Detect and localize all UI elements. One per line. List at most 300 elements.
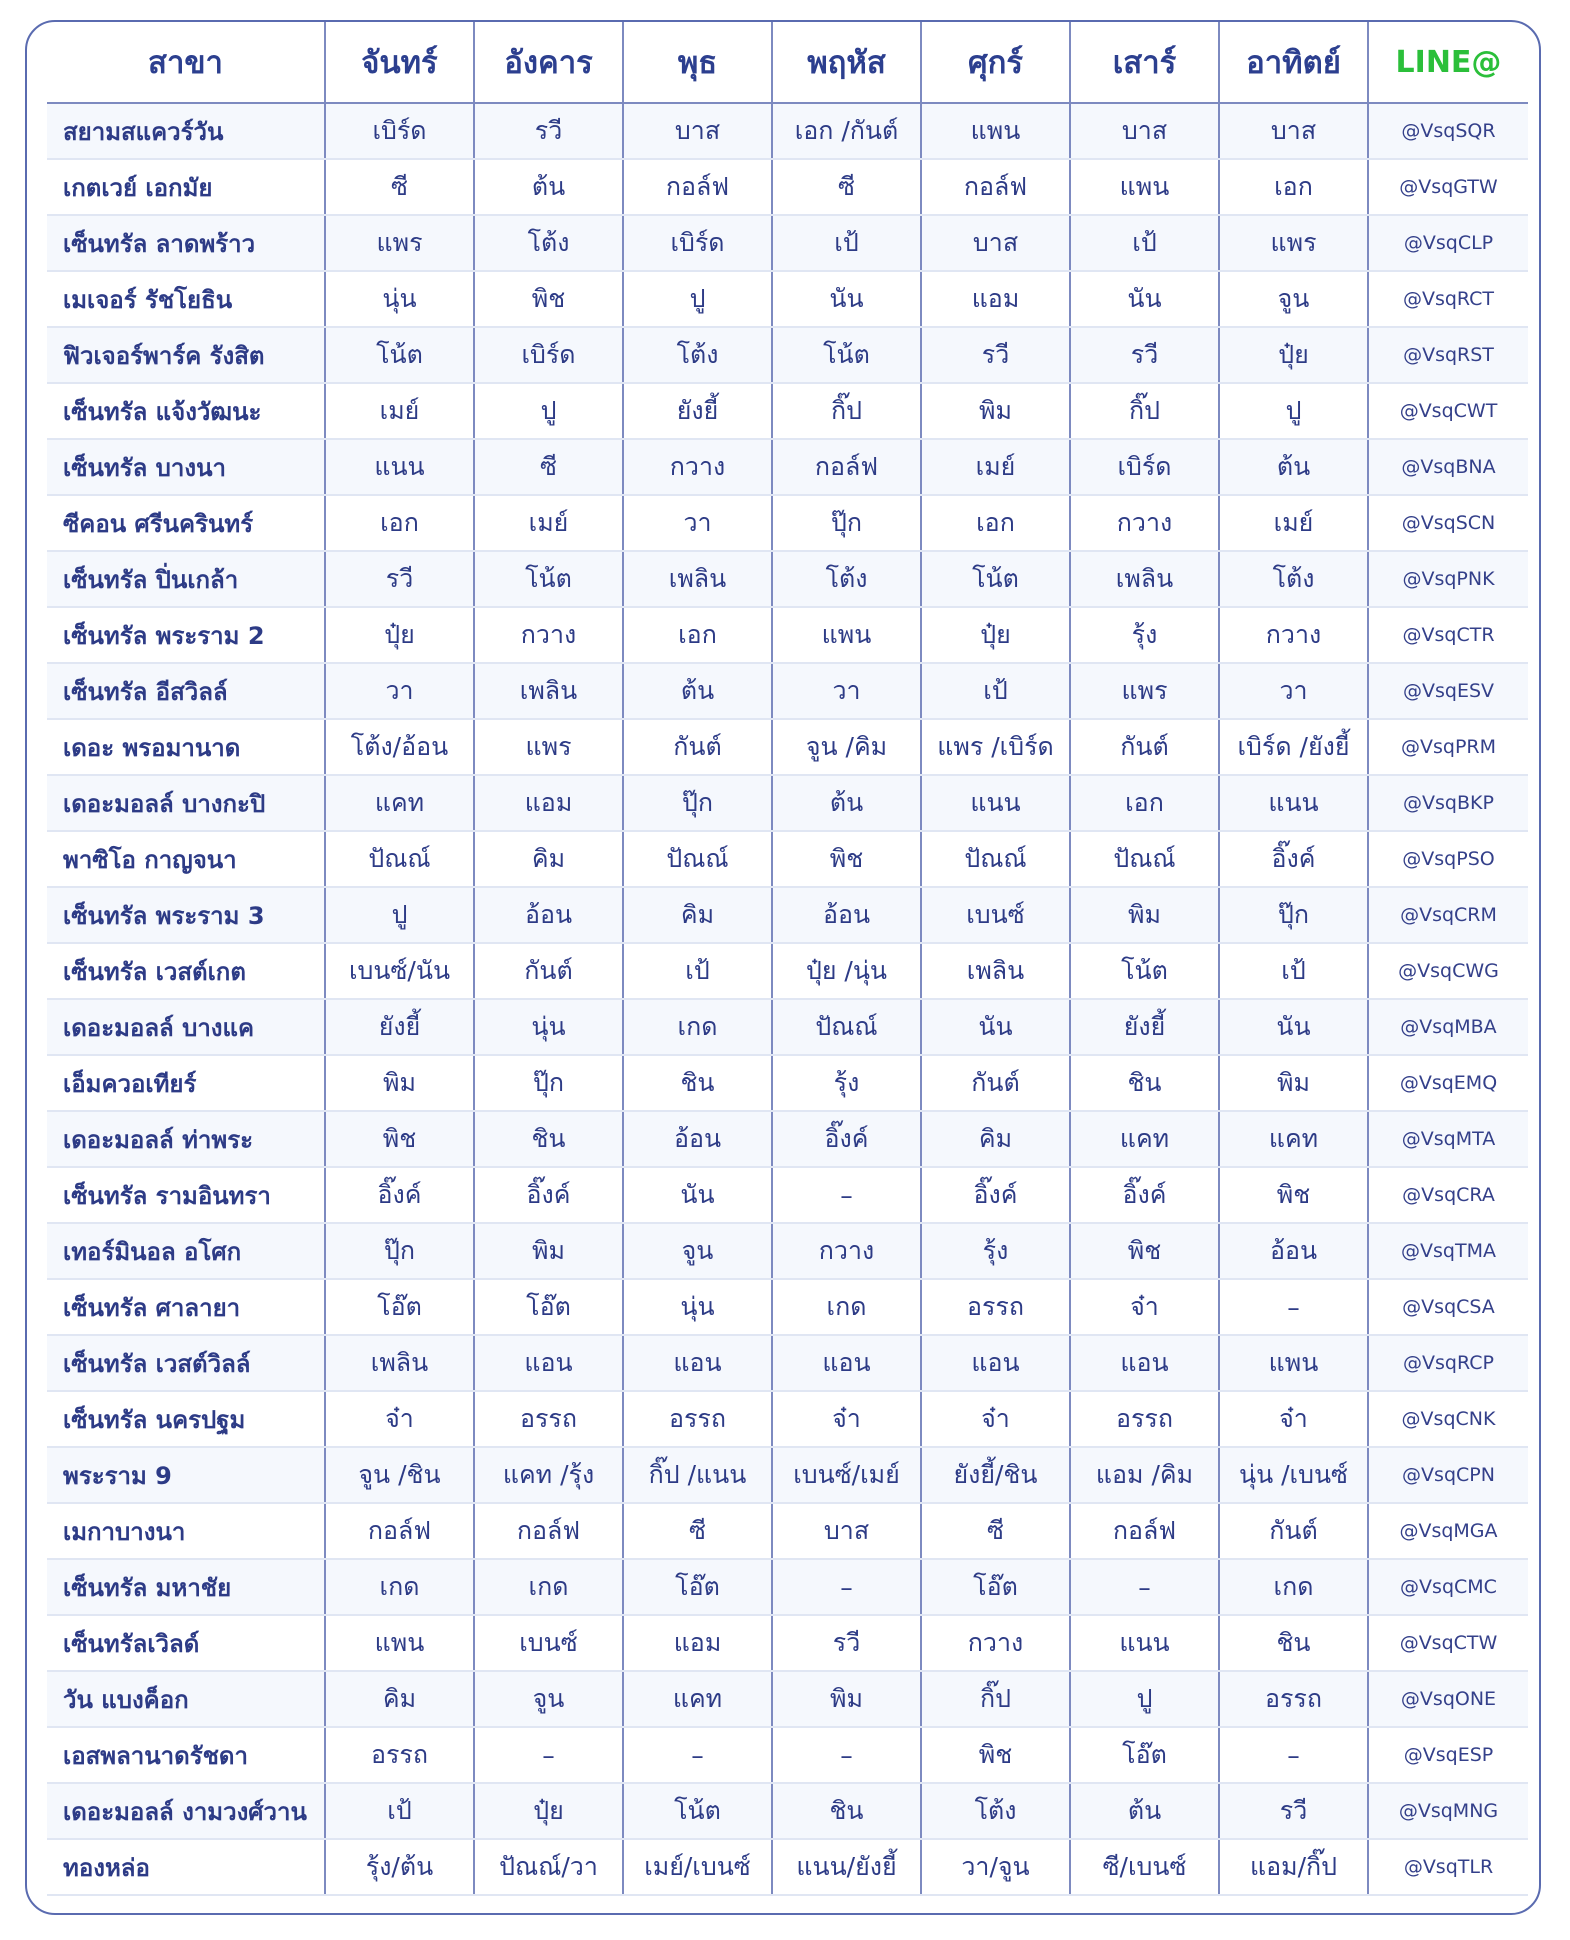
table-row bbox=[47, 1223, 1528, 1279]
staff-cell-thu: เป้ bbox=[772, 215, 921, 271]
staff-cell-mon: อิ๊งค์ bbox=[325, 1167, 474, 1223]
branch-name-cell: เซ็นทรัล มหาชัย bbox=[47, 1559, 325, 1615]
table-row bbox=[47, 1839, 1528, 1895]
staff-cell-wed: ปุ๊ก bbox=[623, 775, 772, 831]
staff-cell-sat: อรรถ bbox=[1070, 1391, 1219, 1447]
line-id-cell[interactable]: @VsqSQR bbox=[1368, 103, 1528, 159]
staff-cell-wed: เอก bbox=[623, 607, 772, 663]
branch-name-cell: เซ็นทรัล ลาดพร้าว bbox=[47, 215, 325, 271]
table-row bbox=[47, 1615, 1528, 1671]
branch-name-cell: เซ็นทรัล รามอินทรา bbox=[47, 1167, 325, 1223]
staff-cell-sat: ปู bbox=[1070, 1671, 1219, 1727]
staff-cell-tue: คิม bbox=[474, 831, 623, 887]
staff-cell-wed: ปัณณ์ bbox=[623, 831, 772, 887]
staff-cell-fri: โน้ต bbox=[921, 551, 1070, 607]
staff-cell-tue: อรรถ bbox=[474, 1391, 623, 1447]
staff-cell-tue: กวาง bbox=[474, 607, 623, 663]
staff-cell-fri: เป้ bbox=[921, 663, 1070, 719]
staff-cell-tue: เบนซ์ bbox=[474, 1615, 623, 1671]
table-row bbox=[47, 943, 1528, 999]
staff-cell-mon: แพน bbox=[325, 1615, 474, 1671]
staff-cell-thu: ต้น bbox=[772, 775, 921, 831]
staff-cell-sun: ปุ๊ก bbox=[1219, 887, 1368, 943]
staff-cell-wed: – bbox=[623, 1727, 772, 1783]
line-id-cell[interactable]: @VsqCWT bbox=[1368, 383, 1528, 439]
staff-cell-wed: ชิน bbox=[623, 1055, 772, 1111]
line-id-cell[interactable]: @VsqEMQ bbox=[1368, 1055, 1528, 1111]
staff-cell-sat: แพน bbox=[1070, 159, 1219, 215]
column-header-line: LINE@ bbox=[1368, 22, 1528, 103]
staff-cell-wed: กิ๊ป /แนน bbox=[623, 1447, 772, 1503]
branch-name-cell: เอ็มควอเทียร์ bbox=[47, 1055, 325, 1111]
staff-cell-thu: รวี bbox=[772, 1615, 921, 1671]
column-header-thu: พฤหัส bbox=[772, 22, 921, 103]
staff-cell-sun: พิม bbox=[1219, 1055, 1368, 1111]
branch-name-cell: วัน แบงค็อก bbox=[47, 1671, 325, 1727]
staff-cell-mon: ปุ๋ย bbox=[325, 607, 474, 663]
staff-cell-sat: บาส bbox=[1070, 103, 1219, 159]
staff-cell-thu: นัน bbox=[772, 271, 921, 327]
staff-cell-mon: วา bbox=[325, 663, 474, 719]
staff-cell-mon: ปุ๊ก bbox=[325, 1223, 474, 1279]
staff-cell-wed: เพลิน bbox=[623, 551, 772, 607]
staff-cell-thu: – bbox=[772, 1167, 921, 1223]
column-header-sat: เสาร์ bbox=[1070, 22, 1219, 103]
branch-name-cell: เดอะมอลล์ งามวงศ์วาน bbox=[47, 1783, 325, 1839]
staff-cell-tue: อ้อน bbox=[474, 887, 623, 943]
staff-cell-thu: กิ๊ป bbox=[772, 383, 921, 439]
table-row bbox=[47, 215, 1528, 271]
staff-cell-mon: พิม bbox=[325, 1055, 474, 1111]
staff-cell-wed: อ้อน bbox=[623, 1111, 772, 1167]
staff-cell-sat: แอม /คิม bbox=[1070, 1447, 1219, 1503]
branch-name-cell: เซ็นทรัล อีสวิลล์ bbox=[47, 663, 325, 719]
staff-cell-mon: นุ่น bbox=[325, 271, 474, 327]
staff-cell-sun: แคท bbox=[1219, 1111, 1368, 1167]
line-id-cell[interactable]: @VsqESV bbox=[1368, 663, 1528, 719]
staff-cell-sat: นัน bbox=[1070, 271, 1219, 327]
staff-cell-sun: เป้ bbox=[1219, 943, 1368, 999]
staff-cell-fri: รุ้ง bbox=[921, 1223, 1070, 1279]
staff-cell-wed: โต้ง bbox=[623, 327, 772, 383]
staff-cell-wed: ปู bbox=[623, 271, 772, 327]
staff-cell-tue: ชิน bbox=[474, 1111, 623, 1167]
staff-cell-thu: ชิน bbox=[772, 1783, 921, 1839]
staff-cell-mon: จ๋า bbox=[325, 1391, 474, 1447]
staff-cell-mon: แพร bbox=[325, 215, 474, 271]
staff-cell-fri: แอม bbox=[921, 271, 1070, 327]
staff-cell-mon: อรรถ bbox=[325, 1727, 474, 1783]
line-id-cell[interactable]: @VsqCRA bbox=[1368, 1167, 1528, 1223]
staff-cell-wed: เกด bbox=[623, 999, 772, 1055]
staff-cell-sun: – bbox=[1219, 1727, 1368, 1783]
staff-cell-mon: รุ้ง/ต้น bbox=[325, 1839, 474, 1895]
staff-cell-wed: แอน bbox=[623, 1335, 772, 1391]
staff-cell-tue: โอ๊ต bbox=[474, 1279, 623, 1335]
branch-name-cell: ซีคอน ศรีนครินทร์ bbox=[47, 495, 325, 551]
branch-name-cell: เดอะมอลล์ บางแค bbox=[47, 999, 325, 1055]
staff-cell-mon: เอก bbox=[325, 495, 474, 551]
table-row bbox=[47, 495, 1528, 551]
staff-cell-sun: กันต์ bbox=[1219, 1503, 1368, 1559]
staff-cell-fri: กวาง bbox=[921, 1615, 1070, 1671]
staff-cell-sat: กวาง bbox=[1070, 495, 1219, 551]
staff-cell-mon: แคท bbox=[325, 775, 474, 831]
staff-cell-sat: รุ้ง bbox=[1070, 607, 1219, 663]
line-id-cell[interactable]: @VsqBKP bbox=[1368, 775, 1528, 831]
staff-cell-sun: เอก bbox=[1219, 159, 1368, 215]
staff-cell-sun: แพน bbox=[1219, 1335, 1368, 1391]
staff-cell-tue: ปุ๋ย bbox=[474, 1783, 623, 1839]
staff-cell-fri: ปุ๋ย bbox=[921, 607, 1070, 663]
staff-cell-fri: คิม bbox=[921, 1111, 1070, 1167]
branch-name-cell: พระราม 9 bbox=[47, 1447, 325, 1503]
staff-cell-wed: เบิร์ด bbox=[623, 215, 772, 271]
staff-cell-wed: กันต์ bbox=[623, 719, 772, 775]
line-id-cell[interactable]: @VsqCWG bbox=[1368, 943, 1528, 999]
staff-cell-sat: โน้ต bbox=[1070, 943, 1219, 999]
staff-cell-sun: ชิน bbox=[1219, 1615, 1368, 1671]
staff-cell-sat: เพลิน bbox=[1070, 551, 1219, 607]
staff-cell-sun: พิช bbox=[1219, 1167, 1368, 1223]
staff-cell-sat: ซี/เบนซ์ bbox=[1070, 1839, 1219, 1895]
column-header-branch: สาขา bbox=[47, 22, 325, 103]
staff-cell-wed: แคท bbox=[623, 1671, 772, 1727]
line-id-cell[interactable]: @VsqCNK bbox=[1368, 1391, 1528, 1447]
branch-name-cell: เซ็นทรัล แจ้งวัฒนะ bbox=[47, 383, 325, 439]
staff-cell-fri: แอน bbox=[921, 1335, 1070, 1391]
staff-cell-mon: โอ๊ต bbox=[325, 1279, 474, 1335]
line-id-cell[interactable]: @VsqRCT bbox=[1368, 271, 1528, 327]
staff-cell-sat: เบิร์ด bbox=[1070, 439, 1219, 495]
staff-cell-thu: โต้ง bbox=[772, 551, 921, 607]
branch-name-cell: เซ็นทรัล นครปฐม bbox=[47, 1391, 325, 1447]
staff-cell-tue: โต้ง bbox=[474, 215, 623, 271]
staff-cell-tue: นุ่น bbox=[474, 999, 623, 1055]
line-id-cell[interactable]: @VsqCPN bbox=[1368, 1447, 1528, 1503]
table-row bbox=[47, 607, 1528, 663]
staff-cell-mon: เป้ bbox=[325, 1783, 474, 1839]
staff-cell-thu: เกด bbox=[772, 1279, 921, 1335]
column-header-fri: ศุกร์ bbox=[921, 22, 1070, 103]
staff-cell-wed: บาส bbox=[623, 103, 772, 159]
staff-cell-mon: เบิร์ด bbox=[325, 103, 474, 159]
staff-cell-thu: โน้ต bbox=[772, 327, 921, 383]
branch-name-cell: ทองหล่อ bbox=[47, 1839, 325, 1895]
staff-cell-wed: จูน bbox=[623, 1223, 772, 1279]
line-id-cell[interactable]: @VsqRCP bbox=[1368, 1335, 1528, 1391]
staff-cell-mon: ซี bbox=[325, 159, 474, 215]
staff-cell-fri: นัน bbox=[921, 999, 1070, 1055]
staff-cell-tue: ปุ๊ก bbox=[474, 1055, 623, 1111]
staff-cell-wed: วา bbox=[623, 495, 772, 551]
staff-cell-sat: เอก bbox=[1070, 775, 1219, 831]
branch-name-cell: สยามสแควร์วัน bbox=[47, 103, 325, 159]
staff-cell-wed: เมย์/เบนซ์ bbox=[623, 1839, 772, 1895]
table-row bbox=[47, 271, 1528, 327]
table-row bbox=[47, 775, 1528, 831]
line-id-cell[interactable]: @VsqCMC bbox=[1368, 1559, 1528, 1615]
staff-cell-sun: ปู bbox=[1219, 383, 1368, 439]
staff-cell-tue: ซี bbox=[474, 439, 623, 495]
staff-cell-sat: เป้ bbox=[1070, 215, 1219, 271]
staff-cell-wed: แอม bbox=[623, 1615, 772, 1671]
table-body bbox=[47, 103, 1528, 1895]
branch-name-cell: เกตเวย์ เอกมัย bbox=[47, 159, 325, 215]
line-id-cell[interactable]: @VsqCTW bbox=[1368, 1615, 1528, 1671]
staff-cell-sun: เกด bbox=[1219, 1559, 1368, 1615]
staff-cell-wed: ซี bbox=[623, 1503, 772, 1559]
branch-name-cell: เซ็นทรัล เวสต์เกต bbox=[47, 943, 325, 999]
branch-name-cell: เอสพลานาดรัชดา bbox=[47, 1727, 325, 1783]
staff-cell-thu: ปุ๊ก bbox=[772, 495, 921, 551]
branch-name-cell: เดอะมอลล์ ท่าพระ bbox=[47, 1111, 325, 1167]
staff-cell-sun: บาส bbox=[1219, 103, 1368, 159]
table-row bbox=[47, 1671, 1528, 1727]
staff-cell-fri: ซี bbox=[921, 1503, 1070, 1559]
staff-cell-sun: จ๋า bbox=[1219, 1391, 1368, 1447]
staff-cell-sat: แคท bbox=[1070, 1111, 1219, 1167]
staff-cell-mon: รวี bbox=[325, 551, 474, 607]
staff-cell-sun: โต้ง bbox=[1219, 551, 1368, 607]
staff-cell-mon: กอล์ฟ bbox=[325, 1503, 474, 1559]
branch-name-cell: เซ็นทรัล เวสต์วิลล์ bbox=[47, 1335, 325, 1391]
table-row bbox=[47, 1055, 1528, 1111]
line-id-cell[interactable]: @VsqCRM bbox=[1368, 887, 1528, 943]
column-header-mon: จันทร์ bbox=[325, 22, 474, 103]
table-row bbox=[47, 1335, 1528, 1391]
staff-cell-tue: เบิร์ด bbox=[474, 327, 623, 383]
staff-cell-sun: แพร bbox=[1219, 215, 1368, 271]
branch-name-cell: เซ็นทรัล บางนา bbox=[47, 439, 325, 495]
line-id-cell[interactable]: @VsqRST bbox=[1368, 327, 1528, 383]
staff-cell-sun: แนน bbox=[1219, 775, 1368, 831]
staff-cell-fri: เมย์ bbox=[921, 439, 1070, 495]
staff-cell-thu: บาส bbox=[772, 1503, 921, 1559]
staff-cell-tue: แคท /รุ้ง bbox=[474, 1447, 623, 1503]
table-row bbox=[47, 1447, 1528, 1503]
staff-cell-thu: ซี bbox=[772, 159, 921, 215]
staff-cell-mon: เพลิน bbox=[325, 1335, 474, 1391]
staff-cell-sun: อ้อน bbox=[1219, 1223, 1368, 1279]
line-id-cell[interactable]: @VsqTLR bbox=[1368, 1839, 1528, 1895]
staff-cell-thu: รุ้ง bbox=[772, 1055, 921, 1111]
staff-cell-tue: พิม bbox=[474, 1223, 623, 1279]
line-id-cell[interactable]: @VsqMNG bbox=[1368, 1783, 1528, 1839]
schedule-card bbox=[25, 20, 1541, 1915]
staff-cell-fri: กันต์ bbox=[921, 1055, 1070, 1111]
staff-cell-sun: นุ่น /เบนซ์ bbox=[1219, 1447, 1368, 1503]
column-header-tue: อังคาร bbox=[474, 22, 623, 103]
staff-cell-mon: โต้ง/อ้อน bbox=[325, 719, 474, 775]
staff-cell-tue: กอล์ฟ bbox=[474, 1503, 623, 1559]
staff-cell-fri: อรรถ bbox=[921, 1279, 1070, 1335]
staff-cell-fri: กอล์ฟ bbox=[921, 159, 1070, 215]
staff-cell-tue: กันต์ bbox=[474, 943, 623, 999]
table-row bbox=[47, 103, 1528, 159]
staff-cell-sat: อิ๊งค์ bbox=[1070, 1167, 1219, 1223]
line-id-cell[interactable]: @VsqMGA bbox=[1368, 1503, 1528, 1559]
staff-cell-sat: แนน bbox=[1070, 1615, 1219, 1671]
column-header-sun: อาทิตย์ bbox=[1219, 22, 1368, 103]
staff-cell-wed: นุ่น bbox=[623, 1279, 772, 1335]
line-id-cell[interactable]: @VsqPRM bbox=[1368, 719, 1528, 775]
table-row bbox=[47, 999, 1528, 1055]
staff-cell-sun: กวาง bbox=[1219, 607, 1368, 663]
staff-cell-sun: ต้น bbox=[1219, 439, 1368, 495]
staff-cell-sat: ต้น bbox=[1070, 1783, 1219, 1839]
branch-name-cell: เซ็นทรัลเวิลด์ bbox=[47, 1615, 325, 1671]
staff-cell-fri: เบนซ์ bbox=[921, 887, 1070, 943]
staff-cell-sun: เบิร์ด /ยังยี้ bbox=[1219, 719, 1368, 775]
line-id-cell[interactable]: @VsqBNA bbox=[1368, 439, 1528, 495]
staff-cell-mon: เบนซ์/นัน bbox=[325, 943, 474, 999]
staff-cell-thu: เอก /กันต์ bbox=[772, 103, 921, 159]
staff-cell-thu: แนน/ยังยี้ bbox=[772, 1839, 921, 1895]
staff-cell-tue: เมย์ bbox=[474, 495, 623, 551]
staff-cell-fri: บาส bbox=[921, 215, 1070, 271]
staff-cell-sat: โอ๊ต bbox=[1070, 1727, 1219, 1783]
table-row bbox=[47, 1279, 1528, 1335]
staff-cell-thu: แพน bbox=[772, 607, 921, 663]
staff-cell-sun: – bbox=[1219, 1279, 1368, 1335]
staff-cell-sun: จูน bbox=[1219, 271, 1368, 327]
line-id-cell[interactable]: @VsqONE bbox=[1368, 1671, 1528, 1727]
table-row bbox=[47, 663, 1528, 719]
table-row bbox=[47, 1503, 1528, 1559]
line-id-cell[interactable]: @VsqCTR bbox=[1368, 607, 1528, 663]
table-row bbox=[47, 439, 1528, 495]
staff-cell-mon: ยังยี้ bbox=[325, 999, 474, 1055]
staff-cell-thu: – bbox=[772, 1559, 921, 1615]
branch-name-cell: เดอะมอลล์ บางกะปิ bbox=[47, 775, 325, 831]
branch-name-cell: เซ็นทรัล พระราม 2 bbox=[47, 607, 325, 663]
staff-cell-fri: ปัณณ์ bbox=[921, 831, 1070, 887]
staff-cell-fri: เพลิน bbox=[921, 943, 1070, 999]
table-row bbox=[47, 1111, 1528, 1167]
staff-cell-fri: โอ๊ต bbox=[921, 1559, 1070, 1615]
branch-name-cell: เซ็นทรัล ศาลายา bbox=[47, 1279, 325, 1335]
table-row bbox=[47, 1559, 1528, 1615]
staff-cell-sat: จ๋า bbox=[1070, 1279, 1219, 1335]
column-header-wed: พุธ bbox=[623, 22, 772, 103]
branch-name-cell: พาซิโอ กาญจนา bbox=[47, 831, 325, 887]
staff-cell-tue: แพร bbox=[474, 719, 623, 775]
staff-cell-sat: พิม bbox=[1070, 887, 1219, 943]
table-row bbox=[47, 327, 1528, 383]
line-id-cell[interactable]: @VsqMBA bbox=[1368, 999, 1528, 1055]
branch-name-cell: เซ็นทรัล ปิ่นเกล้า bbox=[47, 551, 325, 607]
staff-cell-sat: รวี bbox=[1070, 327, 1219, 383]
staff-cell-tue: แอน bbox=[474, 1335, 623, 1391]
staff-cell-fri: พิช bbox=[921, 1727, 1070, 1783]
staff-cell-thu: แอน bbox=[772, 1335, 921, 1391]
line-id-cell[interactable]: @VsqTMA bbox=[1368, 1223, 1528, 1279]
staff-cell-wed: กอล์ฟ bbox=[623, 159, 772, 215]
table-row bbox=[47, 719, 1528, 775]
staff-cell-fri: เอก bbox=[921, 495, 1070, 551]
table-row bbox=[47, 1727, 1528, 1783]
branch-name-cell: เมเจอร์ รัชโยธิน bbox=[47, 271, 325, 327]
staff-cell-mon: จูน /ชิน bbox=[325, 1447, 474, 1503]
staff-cell-mon: เมย์ bbox=[325, 383, 474, 439]
staff-cell-fri: รวี bbox=[921, 327, 1070, 383]
staff-cell-thu: ปัณณ์ bbox=[772, 999, 921, 1055]
branch-name-cell: เมกาบางนา bbox=[47, 1503, 325, 1559]
staff-cell-sun: วา bbox=[1219, 663, 1368, 719]
line-id-cell[interactable]: @VsqCSA bbox=[1368, 1279, 1528, 1335]
staff-cell-sun: อรรถ bbox=[1219, 1671, 1368, 1727]
line-id-cell[interactable]: @VsqESP bbox=[1368, 1727, 1528, 1783]
staff-cell-fri: พิม bbox=[921, 383, 1070, 439]
line-id-cell[interactable]: @VsqSCN bbox=[1368, 495, 1528, 551]
staff-cell-fri: โต้ง bbox=[921, 1783, 1070, 1839]
branch-name-cell: ฟิวเจอร์พาร์ค รังสิต bbox=[47, 327, 325, 383]
staff-cell-sat: กิ๊ป bbox=[1070, 383, 1219, 439]
staff-cell-tue: พิช bbox=[474, 271, 623, 327]
staff-cell-tue: ปัณณ์/วา bbox=[474, 1839, 623, 1895]
staff-cell-sat: – bbox=[1070, 1559, 1219, 1615]
staff-cell-wed: นัน bbox=[623, 1167, 772, 1223]
staff-cell-sat: แพร bbox=[1070, 663, 1219, 719]
staff-cell-thu: ปุ๋ย /นุ่น bbox=[772, 943, 921, 999]
staff-cell-fri: กิ๊ป bbox=[921, 1671, 1070, 1727]
staff-cell-mon: คิม bbox=[325, 1671, 474, 1727]
staff-cell-sat: ยังยี้ bbox=[1070, 999, 1219, 1055]
staff-cell-fri: ยังยี้/ชิน bbox=[921, 1447, 1070, 1503]
staff-cell-wed: ยังยี้ bbox=[623, 383, 772, 439]
staff-cell-mon: โน้ต bbox=[325, 327, 474, 383]
staff-cell-fri: แพน bbox=[921, 103, 1070, 159]
staff-cell-thu: อ้อน bbox=[772, 887, 921, 943]
line-id-cell[interactable]: @VsqGTW bbox=[1368, 159, 1528, 215]
branch-name-cell: เดอะ พรอมานาด bbox=[47, 719, 325, 775]
line-id-cell[interactable]: @VsqCLP bbox=[1368, 215, 1528, 271]
staff-cell-sat: กันต์ bbox=[1070, 719, 1219, 775]
staff-cell-fri: แพร /เบิร์ด bbox=[921, 719, 1070, 775]
staff-cell-fri: แนน bbox=[921, 775, 1070, 831]
branch-name-cell: เทอร์มินอล อโศก bbox=[47, 1223, 325, 1279]
table-row bbox=[47, 1391, 1528, 1447]
table-row bbox=[47, 551, 1528, 607]
staff-cell-tue: แอม bbox=[474, 775, 623, 831]
line-id-cell[interactable]: @VsqMTA bbox=[1368, 1111, 1528, 1167]
staff-cell-wed: โอ๊ต bbox=[623, 1559, 772, 1615]
staff-cell-mon: เกด bbox=[325, 1559, 474, 1615]
staff-cell-tue: ต้น bbox=[474, 159, 623, 215]
schedule-table bbox=[47, 22, 1528, 1896]
staff-cell-sat: ปัณณ์ bbox=[1070, 831, 1219, 887]
staff-cell-thu: อิ๊งค์ bbox=[772, 1111, 921, 1167]
line-id-cell[interactable]: @VsqPNK bbox=[1368, 551, 1528, 607]
table-row bbox=[47, 831, 1528, 887]
staff-cell-tue: เกด bbox=[474, 1559, 623, 1615]
staff-cell-thu: เบนซ์/เมย์ bbox=[772, 1447, 921, 1503]
staff-cell-wed: กวาง bbox=[623, 439, 772, 495]
staff-cell-thu: พิม bbox=[772, 1671, 921, 1727]
staff-cell-wed: คิม bbox=[623, 887, 772, 943]
staff-cell-mon: พิช bbox=[325, 1111, 474, 1167]
staff-cell-thu: จ๋า bbox=[772, 1391, 921, 1447]
staff-cell-sun: นัน bbox=[1219, 999, 1368, 1055]
staff-cell-sun: แอม/กิ๊ป bbox=[1219, 1839, 1368, 1895]
branch-name-cell: เซ็นทรัล พระราม 3 bbox=[47, 887, 325, 943]
staff-cell-tue: – bbox=[474, 1727, 623, 1783]
table-row bbox=[47, 887, 1528, 943]
staff-cell-wed: ต้น bbox=[623, 663, 772, 719]
staff-cell-tue: รวี bbox=[474, 103, 623, 159]
line-id-cell[interactable]: @VsqPSO bbox=[1368, 831, 1528, 887]
